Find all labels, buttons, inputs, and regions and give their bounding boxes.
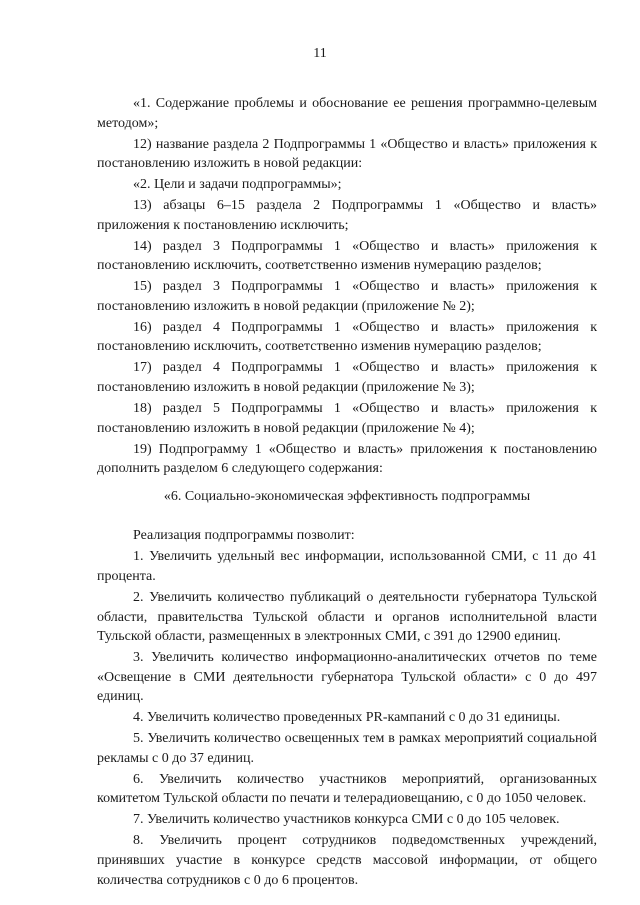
list-item: 5. Увеличить количество освещенных тем в рамках мероприятий социальной рекламы с 0 до 37 единиц. <box>97 731 597 766</box>
paragraph: 14) раздел 3 Подпрограммы 1 «Общество и власть» приложения к постановлению исключить, соответственно изменив нумерацию разделов; <box>97 238 597 274</box>
document-body <box>97 94 597 892</box>
page-number: 11 <box>313 46 327 61</box>
paragraph: 19) Подпрограмму 1 «Общество и власть» приложения к постановлению дополнить разделом 6 следующего содержания: <box>97 441 597 477</box>
list-item: 2. Увеличить количество публикаций о деятельности губернатора Тульской области, правительства Тульской области и органов исполнительной власти Тульской области, размещенных в электронных СМИ, с 391 до 12900 единиц. <box>97 589 597 645</box>
paragraph: «2. Цели и задачи подпрограммы»; <box>133 177 342 193</box>
intro-paragraph: Реализация подпрограммы позволит: <box>133 528 355 544</box>
paragraph: 17) раздел 4 Подпрограммы 1 «Общество и власть» приложения к постановлению изложить в новой редакции (приложение № 3); <box>97 360 597 396</box>
list-item: 6. Увеличить количество участников мероприятий, организованных комитетом Тульской области по печати и телерадиовещанию, с 0 до 1050 человек. <box>97 771 597 807</box>
list-item: 3. Увеличить количество информационно-аналитических отчетов по теме «Освещение в СМИ деятельности губернатора Тульской области» с 0 до 497 единиц. <box>97 650 597 705</box>
paragraph: 18) раздел 5 Подпрограммы 1 «Общество и власть» приложения к постановлению изложить в новой редакции (приложение № 4); <box>97 401 597 436</box>
list-item: 7. Увеличить количество участников конкурса СМИ с 0 до 105 человек. <box>133 812 560 828</box>
paragraph: 16) раздел 4 Подпрограммы 1 «Общество и власть» приложения к постановлению исключить, соответственно изменив нумерацию разделов; <box>97 319 597 355</box>
list-item: 8. Увеличить процент сотрудников подведомственных учреждений, принявших участие в конкурсе средств массовой информации, от общего количества сотрудников с 0 до 6 процентов. <box>97 833 597 888</box>
paragraph: «1. Содержание проблемы и обоснование ее решения программно-целевым методом»; <box>97 96 597 131</box>
section-heading: «6. Социально-экономическая эффективность подпрограммы <box>163 488 531 504</box>
list-item: 1. Увеличить удельный вес информации, использованной СМИ, с 11 до 41 процента. <box>97 549 597 584</box>
list-item: 4. Увеличить количество проведенных PR-кампаний с 0 до 31 единицы. <box>133 710 561 726</box>
paragraph: 12) название раздела 2 Подпрограммы 1 «Общество и власть» приложения к постановлению изложить в новой редакции: <box>97 136 597 172</box>
paragraph: 15) раздел 3 Подпрограммы 1 «Общество и власть» приложения к постановлению изложить в новой редакции (приложение № 2); <box>97 279 597 314</box>
paragraph: 13) абзацы 6–15 раздела 2 Подпрограммы 1 «Общество и власть» приложения к постановлению исключить; <box>97 198 597 233</box>
